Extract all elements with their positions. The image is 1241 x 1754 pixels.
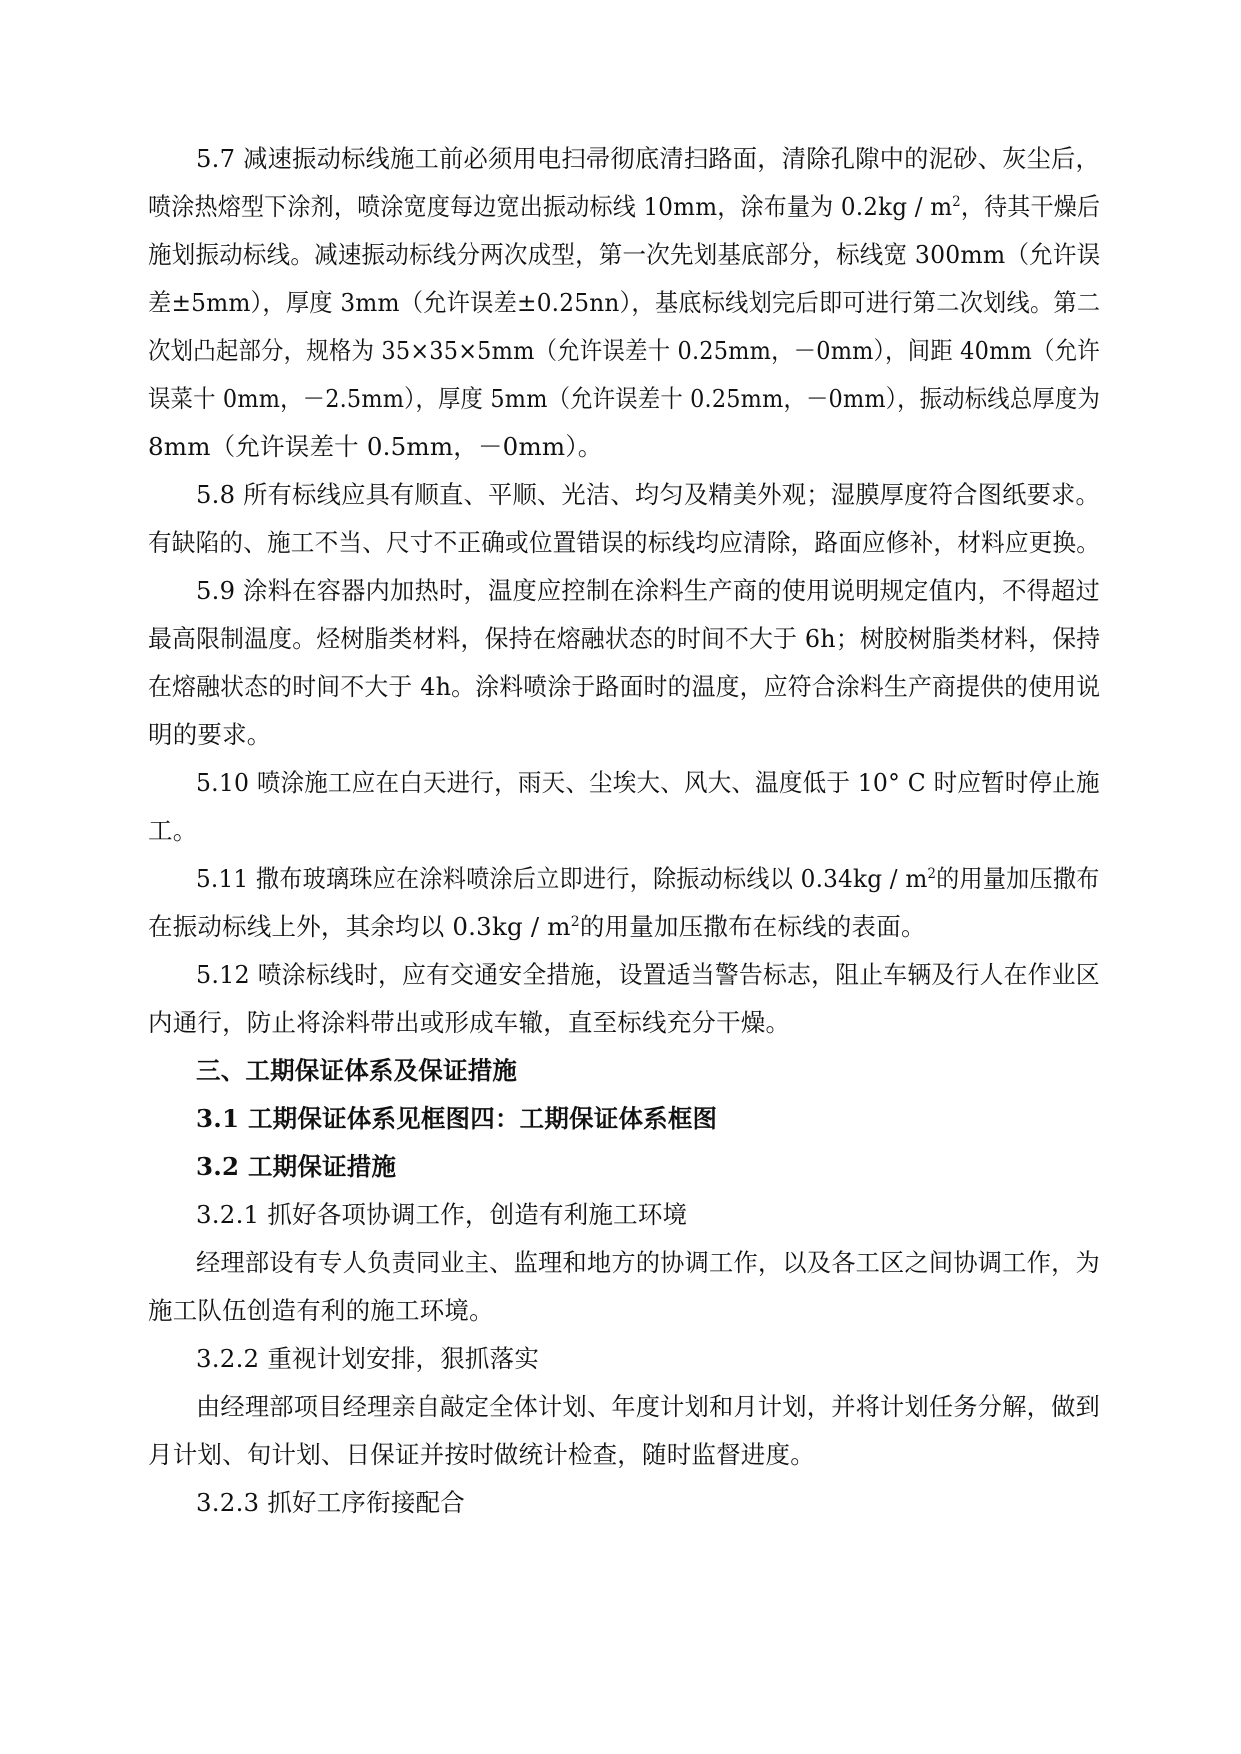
- para-5-9-line-3: 在熔融状态的时间不大于 4h。涂料喷涂于路面时的温度，应符合涂料生产商提供的使用说: [148, 672, 1101, 701]
- para-5-12-line-1: 5.12 喷涂标线时，应有交通安全措施，设置适当警告标志，阻止车辆及行人在作业区: [196, 960, 1100, 989]
- superscript: 2: [570, 913, 580, 930]
- para-5-8-line-2: 有缺陷的、施工不当、尺寸不正确或位置错误的标线均应清除，路面应修补，材料应更换。: [148, 528, 1101, 557]
- para-5-7-line-2-a: 喷涂热熔型下涂剂，喷涂宽度每边宽出振动标线 10mm，涂布量为 0.2kg / m: [148, 192, 953, 221]
- para-3-2-2-line-1: 由经理部项目经理亲自敲定全体计划、年度计划和月计划，并将计划任务分解，做到: [196, 1392, 1100, 1421]
- para-5-11-line-2-b: 的用量加压撒布在标线的表面。: [579, 912, 926, 941]
- subheading-3-2-3: 3.2.3 抓好工序衔接配合: [196, 1488, 465, 1517]
- superscript: 2: [927, 865, 937, 882]
- heading-section-3: 三、工期保证体系及保证措施: [196, 1056, 518, 1085]
- para-5-7-line-4: 差±5mm），厚度 3mm（允许误差±0.25nn），基底标线划完后即可进行第二次划线。第二: [148, 288, 1101, 317]
- para-5-7-line-1: 5.7 减速振动标线施工前必须用电扫帚彻底清扫路面，清除孔隙中的泥砂、灰尘后，: [196, 144, 1101, 173]
- para-5-7-line-7: 8mm（允许误差十 0.5mm，－0mm）。: [148, 432, 603, 461]
- heading-3-1: 3.1 工期保证体系见框图四：工期保证体系框图: [196, 1104, 718, 1133]
- para-5-7-line-2-b: ，待其干燥后: [960, 192, 1101, 221]
- para-5-7-line-5: 次划凸起部分，规格为 35×35×5mm（允许误差十 0.25mm，－0mm），间距 40mm（允许: [148, 336, 1100, 365]
- para-5-11-line-2: [148, 912, 926, 942]
- para-5-10-line-1: 5.10 喷涂施工应在白天进行，雨天、尘埃大、风大、温度低于 10° C 时应暂时停止施: [196, 768, 1100, 797]
- para-3-2-1-line-1: 经理部设有专人负责同业主、监理和地方的协调工作，以及各工区之间协调工作，为: [196, 1248, 1100, 1277]
- para-5-11-line-2-a: 在振动标线上外，其余均以 0.3kg / m: [148, 912, 571, 941]
- para-5-7-line-2: [148, 192, 1100, 222]
- para-5-9-line-4: 明的要求。: [148, 720, 272, 749]
- para-5-7-line-3: 施划振动标线。减速振动标线分两次成型，第一次先划基底部分，标线宽 300mm（允许误: [148, 240, 1101, 269]
- para-5-8-line-1: 5.8 所有标线应具有顺直、平顺、光洁、均匀及精美外观；湿膜厚度符合图纸要求。: [196, 480, 1101, 509]
- para-5-9-line-2: 最高限制温度。烃树脂类材料，保持在熔融状态的时间不大于 6h；树胶树脂类材料，保持: [148, 624, 1101, 653]
- para-5-9-line-1: 5.9 涂料在容器内加热时，温度应控制在涂料生产商的使用说明规定值内，不得超过: [196, 576, 1101, 605]
- para-5-11-line-1-a: 5.11 撒布玻璃珠应在涂料喷涂后立即进行，除振动标线以 0.34kg / m: [196, 864, 928, 893]
- para-3-2-2-line-2: 月计划、旬计划、日保证并按时做统计检查，随时监督进度。: [148, 1440, 815, 1469]
- subheading-3-2-2: 3.2.2 重视计划安排，狠抓落实: [196, 1344, 540, 1373]
- heading-3-2: 3.2 工期保证措施: [196, 1152, 397, 1181]
- para-5-11-line-1: [196, 864, 1100, 894]
- para-5-7-line-6: 误菜十 0mm，－2.5mm），厚度 5mm（允许误差十 0.25mm，－0mm），振动标线总厚度为: [148, 384, 1101, 413]
- superscript: 2: [952, 193, 961, 210]
- subheading-3-2-1: 3.2.1 抓好各项协调工作，创造有利施工环境: [196, 1200, 688, 1229]
- para-5-12-line-2: 内通行，防止将涂料带出或形成车辙，直至标线充分干燥。: [148, 1008, 791, 1037]
- para-5-11-line-1-b: 的用量加压撒布: [936, 864, 1100, 893]
- para-3-2-1-line-2: 施工队伍创造有利的施工环境。: [148, 1296, 494, 1325]
- para-5-10-line-2: 工。: [148, 816, 198, 845]
